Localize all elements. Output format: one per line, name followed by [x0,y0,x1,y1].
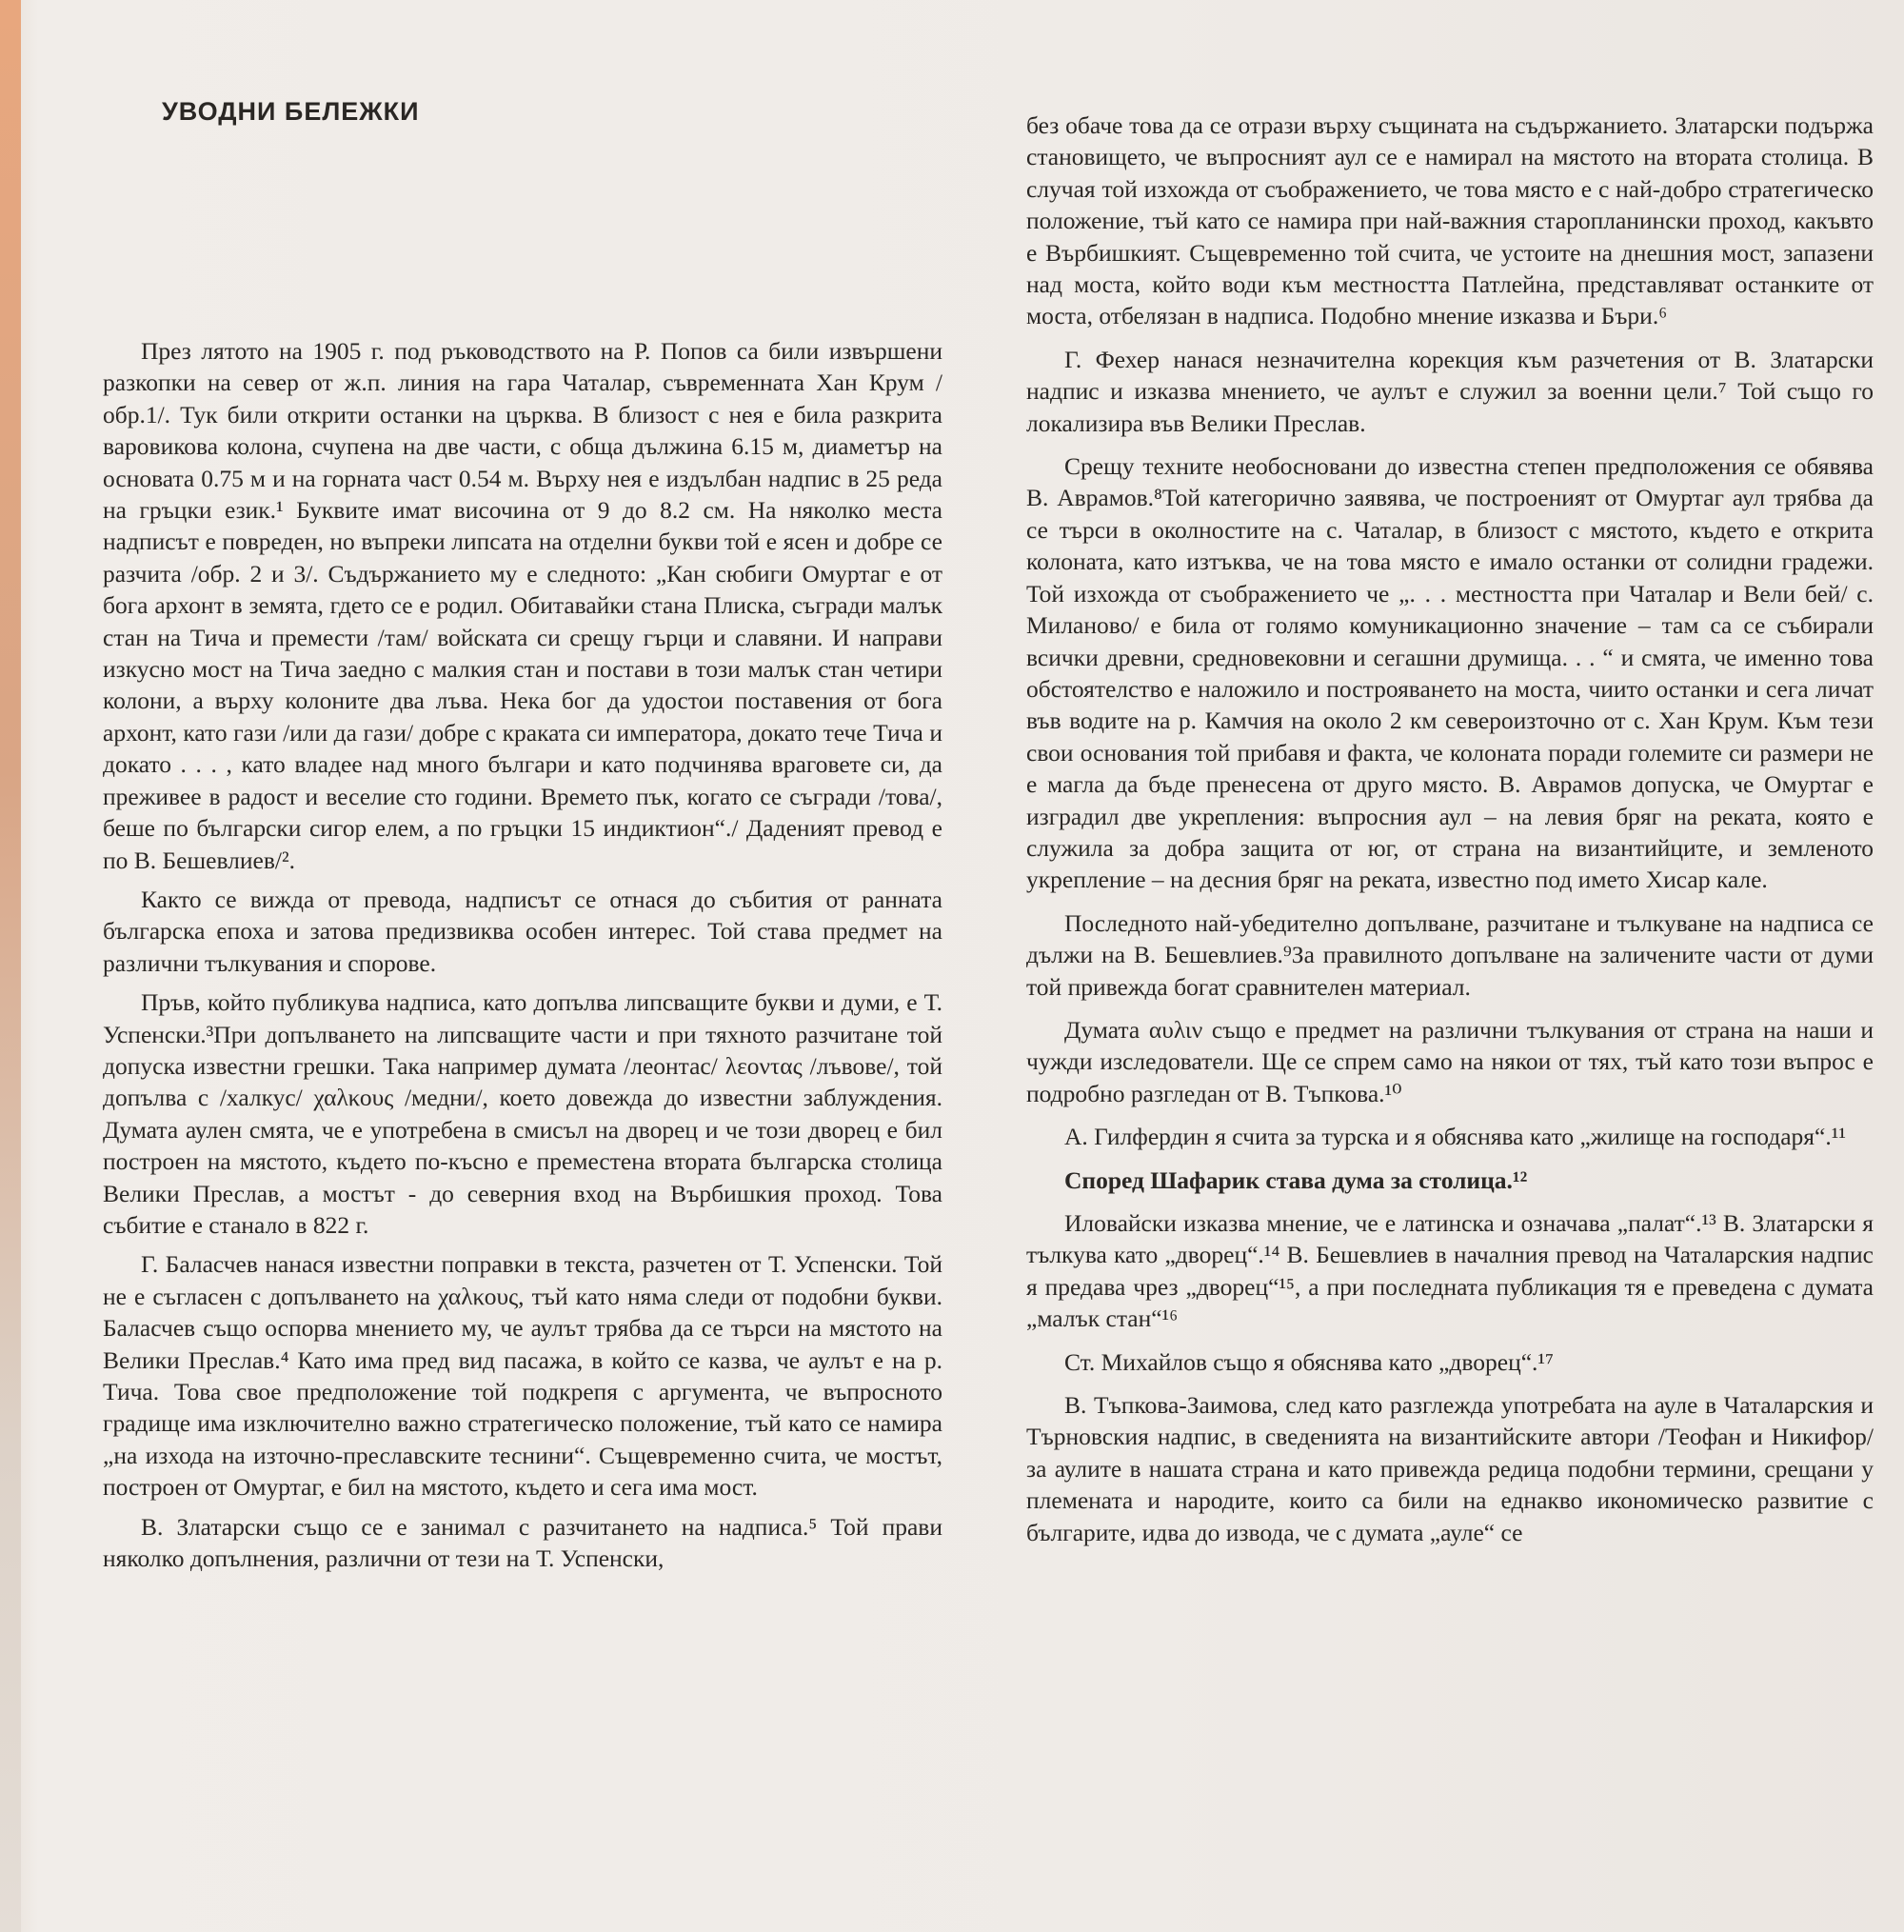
paragraph: Г. Фехер нанася незначителна корекция към разчетения от В. Златарски надпис и изказва мнението, че аулът е служил за военни цели.⁷ Той също го локализира във Велики Преслав. [1026,345,1874,437]
paragraph: В. Тъпкова-Заимова, след като разглежда употребата на ауле в Чаталарския и Търновския надпис, в сведенията на византийските автори /Теофан и Никифор/ за аулите в нашата страна и като привежда редица подобни термини, срещани у племената и народите, които са били на еднакво икономическо развитие с българите, идва до извода, че с думата „ауле“ се [1026,1391,1874,1546]
page-edge [0,0,21,1932]
right-column [1026,110,1874,1560]
paragraph: Г. Баласчев нанася известни поправки в текста, разчетен от Т. Успенски. Той не е съгласен с допълването на χαλκους, тъй като няма следи от подобни букви. Баласчев също оспорва мнението му, че аулът трябва да се търси на мястото на Велики Преслав.⁴ Като има пред вид пасажа, в който се казва, че аулът е на р. Тича. Това свое предположение той подкрепя с аргумента, че въпросното градище има изключително важно стратегическо положение, тъй като се намира „на изхода на източно-преславските теснини“. Същевременно счита, че мостът, построен от Омуртаг, е бил на мястото, където и сега има мост. [103,1250,942,1502]
paragraph: Срещу техните необосновани до известна степен предположения се обявява В. Аврамов.⁸Той категорично заявява, че построеният от Омуртаг аул трябва да се търси в околностите на с. Чаталар, в близост с мястото, където е открита колоната, като изтъква, че на това място е имало останки от солидни градежи. Той изхожда от съображението че „. . . местността при Чаталар и Вели бей/ с. Миланово/ е била от голямо комуникационно значение – там са се събирали всички древни, средновековни и сегашни друмища. . . “ и смята, че именно това обстоятелство е наложило и построяването на моста, чиито останки и сега личат във водите на р. Камчия на около 2 км североизточно от с. Хан Крум. Към тези свои основания той прибавя и факта, че колоната поради големите си размери не е магла да бъде пренесена от друго място. В. Аврамов допуска, че Омуртаг е изградил две укрепления: въпросния аул – на левия бряг на реката, която е служила за добра защита от юг, от страна на византийците, и земленото укрепление – на десния бряг на реката, известно под името Хисар кале. [1026,452,1874,894]
left-column [103,335,942,1582]
paragraph: Както се вижда от превода, надписът се отнася до събития от ранната българска епоха и затова предизвиква особен интерес. Той става предмет на различни тълкувания и спорове. [103,885,942,977]
paragraph: Последното най-убедително допълване, разчитане и тълкуване на надписа се дължи на В. Бешевлиев.⁹За правилното допълване на заличените части от думи той привежда богат сравнителен материал. [1026,908,1874,1001]
paragraph: Ст. Михайлов също я обяснява като „дворец“.¹⁷ [1064,1347,1554,1376]
paragraph: Пръв, който публикува надписа, като допълва липсващите букви и думи, е Т. Успенски.³При допълването на липсващите части и при тяхното разчитане той допуска известни грешки. Така например думата /леонтас/ λεοντας /лъвове/, той допълва с /халкус/ χαλκους /медни/, което довежда до известни заблуждения. Думата аулен смята, че е употребена в смисъл на дворец и че този дворец е бил построен на мястото, където по-късно е преместена втората българска столица Велики Преслав, а мостът - до северния вход на Върбишкия проход. Това събитие е станало в 822 г. [103,988,942,1239]
paragraph: Думата αυλιν също е предмет на различни тълкувания от страна на наши и чужди изследователи. Ще се спрем само на някои от тях, тъй като този въпрос е подробно разгледан от В. Тъпкова.¹⁰ [1026,1015,1874,1107]
paragraph: А. Гилфердин я счита за турска и я обяснява като „жилище на господаря“.¹¹ [1064,1123,1847,1151]
paragraph: Иловайски изказва мнение, че е латинска и означава „палат“.¹³ В. Златарски я тълкува като „дворец“.¹⁴ В. Бешевлиев в началния превод на Чаталарския надпис я предава чрез „дворец“¹⁵, а при последната публикация тя е преведена с думата „малък стан“¹⁶ [1026,1209,1874,1333]
paragraph: През лятото на 1905 г. под ръководството на Р. Попов са били извършени разкопки на север от ж.п. линия на гара Чаталар, съвременната Хан Крум /обр.1/. Тук били открити останки на църква. В близост с нея е била разкрита варовикова колона, счупена на две части, с обща дължина 6.15 м, диаметър на основата 0.75 м и на горната част 0.54 м. Върху нея е издълбан надпис в 25 реда на гръцки език.¹ Буквите имат височина от 9 до 8.2 см. На няколко места надписът е повреден, но въпреки липсата на отделни букви той е ясен и добре се разчита /обр. 2 и 3/. Съдържанието му е следното: „Кан сюбиги Омуртаг е от бога архонт в земята, гдето се е родил. Обитавайки стана Плиска, съгради малък стан на Тича и премести /там/ войската си срещу гърци и славяни. И направи изкусно мост на Тича заедно с малкия стан и постави в този малък стан четири колони, а върху колоните два лъва. Нека бог да удостои поставения от бога архонт, като гази /или да гази/ добре с краката си императора, докато тече Тича и докато . . . , като владее над много българи и като подчинява враговете си, да преживее в радост и веселие сто години. Времето пък, когато се съгради /това/, беше по български сигор елем, а по гръцки 15 индиктион“./ Даденият превод е по В. Бешевлиев/². [103,337,942,874]
paragraph: без обаче това да се отрази върху същината на съдържанието. Златарски подържа становището, че въпросният аул се е намирал на мястото на втората столица. В случая той изхожда от съображението, че това място е с най-добро стратегическо положение, тъй като се намира при най-важния старопланински проход, какъвто е Върбишкият. Същевременно той счита, че устоите на днешния мост, запазени над моста, който води към местността Патлейна, представляват останките от моста, отбелязан в надписа. Подобно мнение изказва и Бъри.⁶ [1026,111,1874,330]
section-heading: УВОДНИ БЕЛЕЖКИ [162,97,420,126]
paragraph: В. Златарски също се е занимал с разчитането на надписа.⁵ Той прави няколко допълнения, различни от тези на Т. Успенски, [103,1512,942,1573]
paragraph: Според Шафарик става дума за столица.¹² [1064,1165,1528,1194]
